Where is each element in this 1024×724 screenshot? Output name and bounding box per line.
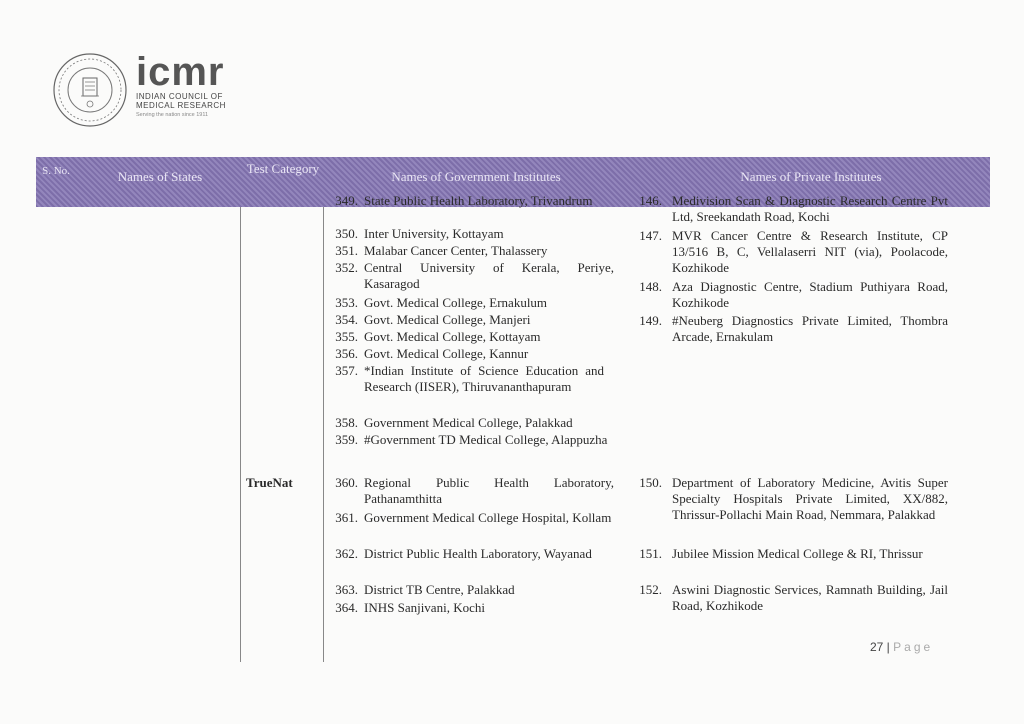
icmr-wordmark [136, 52, 226, 118]
category-truenat: TrueNat [246, 475, 293, 490]
brand-name: icmr [136, 50, 225, 94]
icmr-seal-icon [52, 52, 128, 128]
private-institutes-list: 146. Medivision Scan & Diagnostic Research Centre Pvt Ltd, Sreekandath Road, Kochi 147. MVR Cancer Centre & Research Institute, CP 13/516 B, C, Vellalaserri NIT (via), Poolacode, Kozhikode 148. Aza Diagnostic Centre, Stadium Puthiyara Road, Kozhikode 149. #Neuberg Diagnostics Private Limited, Thombra Arcade, Ernakulam 150. Department of Laboratory Medicine, Avitis Super Specialty Hospitals Private Limited, XX/882, Thrissur-Pollachi Main Road, Nemmara, Palakkad 151. Jubilee Mission Medical College & RI, Thrissur 152. Aswini Diagnostic Services, Ramnath Building, Jail Road, Kozhikode [639, 193, 948, 613]
table-body [36, 193, 990, 662]
page-label: Page [893, 640, 934, 654]
org-line-2: MEDICAL RESEARCH [136, 101, 226, 110]
org-line-1: INDIAN COUNCIL OF [136, 92, 223, 101]
org-tagline: Serving the nation since 1911 [136, 112, 209, 118]
icmr-logo [52, 52, 232, 132]
gov-institutes-list: 349. State Public Health Laboratory, Trivandrum 350. Inter University, Kottayam 351. Malabar Cancer Center, Thalassery 352. Central University of Kerala, Periye, Kasaragod 353. Govt. Medical College, Ernakulum 354. Govt. Medical College, Manjeri 355. Govt. Medical College, Kottayam 356. Govt. Medical College, Kannur 357. *Indian Institute of Science Education and Research (IISER), Thiruvananthapuram 358. Government Medical College, Palakkad 359. #Government TD Medical College, Alappuzha 360. Regional Public Health Laboratory, Pathanamthitta 361. Government Medical College Hospital, Kollam 362. District Public Health Laboratory, Wayanad 363. District TB Centre, Palakkad 364. INHS Sanjivani, Kochi [335, 193, 614, 615]
column-divider [323, 207, 324, 662]
column-divider [240, 207, 241, 662]
institutes-table [36, 157, 990, 662]
header-private: Names of Private Institutes [740, 169, 882, 184]
header-category: Test Category [246, 161, 320, 176]
header-gov: Names of Government Institutes [391, 169, 561, 184]
page-footer [870, 640, 933, 654]
header-sno: S. No. [42, 165, 70, 177]
header-state: Names of States [117, 169, 203, 184]
page-number: 27 | [870, 640, 890, 654]
